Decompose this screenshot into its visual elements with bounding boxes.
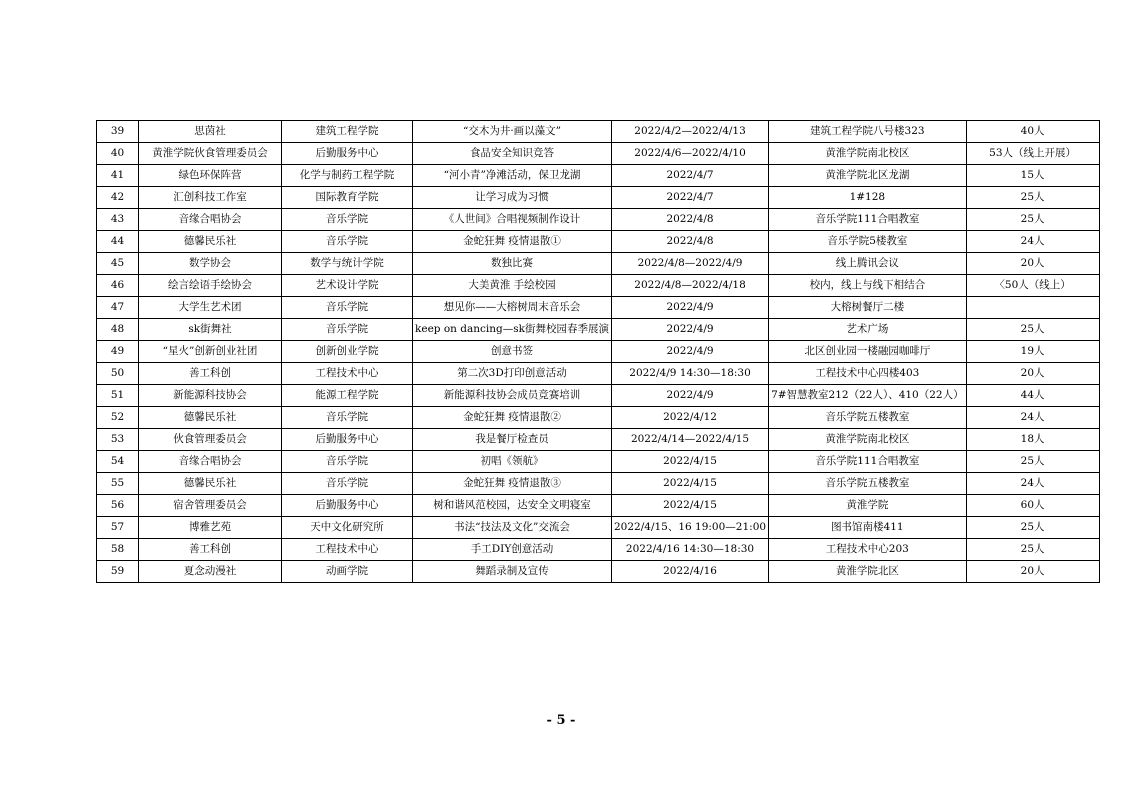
row-number-cell: 55 [97,473,139,495]
participants-cell: 25人 [966,209,1099,231]
club-name-cell: 黄淮学院伙食管理委员会 [139,143,282,165]
row-number-cell: 58 [97,539,139,561]
club-name-cell: 音缘合唱协会 [139,209,282,231]
activity-name-cell: 食品安全知识竞答 [413,143,612,165]
table-row [97,429,1100,451]
department-cell: 音乐学院 [282,209,413,231]
location-cell: 音乐学院111合唱教室 [769,451,967,473]
activity-name-cell: 金蛇狂舞 疫情退散③ [413,473,612,495]
department-cell: 艺术设计学院 [282,275,413,297]
location-cell: 北区创业园一楼融园咖啡厅 [769,341,967,363]
table-row [97,319,1100,341]
location-cell: 图书馆南楼411 [769,517,967,539]
club-name-cell: “星火”创新创业社团 [139,341,282,363]
row-number-cell: 51 [97,385,139,407]
date-cell: 2022/4/9 14:30—18:30 [612,363,769,385]
department-cell: 音乐学院 [282,473,413,495]
participants-cell: 18人 [966,429,1099,451]
table-row [97,561,1100,583]
participants-cell: 24人 [966,231,1099,253]
participants-cell: 25人 [966,187,1099,209]
table-row [97,407,1100,429]
location-cell: 校内，线上与线下相结合 [769,275,967,297]
date-cell: 2022/4/14—2022/4/15 [612,429,769,451]
participants-cell: 25人 [966,517,1099,539]
participants-cell: 24人 [966,473,1099,495]
location-cell: 音乐学院5楼教室 [769,231,967,253]
row-number-cell: 52 [97,407,139,429]
table-row [97,231,1100,253]
row-number-cell: 39 [97,121,139,143]
table-row [97,187,1100,209]
participants-cell: 44人 [966,385,1099,407]
location-cell: 黄淮学院北区 [769,561,967,583]
table-row [97,517,1100,539]
participants-cell: 25人 [966,451,1099,473]
row-number-cell: 48 [97,319,139,341]
row-number-cell: 47 [97,297,139,319]
table-row [97,539,1100,561]
date-cell: 2022/4/8 [612,209,769,231]
row-number-cell: 41 [97,165,139,187]
department-cell: 建筑工程学院 [282,121,413,143]
activity-name-cell: 书法“技法及文化”交流会 [413,517,612,539]
location-cell: 工程技术中心203 [769,539,967,561]
table-row [97,341,1100,363]
date-cell: 2022/4/9 [612,297,769,319]
table-row [97,495,1100,517]
location-cell: 黄淮学院 [769,495,967,517]
date-cell: 2022/4/2—2022/4/13 [612,121,769,143]
activity-name-cell: 金蛇狂舞 疫情退散① [413,231,612,253]
row-number-cell: 45 [97,253,139,275]
activity-name-cell: 让学习成为习惯 [413,187,612,209]
activity-name-cell: 树和谐风范校园，达安全文明寝室 [413,495,612,517]
location-cell: 黄淮学院北区龙湖 [769,165,967,187]
table-row [97,275,1100,297]
department-cell: 创新创业学院 [282,341,413,363]
club-name-cell: 善工科创 [139,539,282,561]
row-number-cell: 46 [97,275,139,297]
department-cell: 工程技术中心 [282,363,413,385]
activity-name-cell: “交木为井·画以藻文” [413,121,612,143]
row-number-cell: 43 [97,209,139,231]
participants-cell: 40人 [966,121,1099,143]
department-cell: 音乐学院 [282,451,413,473]
participants-cell: 19人 [966,341,1099,363]
department-cell: 数学与统计学院 [282,253,413,275]
location-cell: 黄淮学院南北校区 [769,143,967,165]
department-cell: 化学与制药工程学院 [282,165,413,187]
table-row [97,363,1100,385]
club-name-cell: 思茵社 [139,121,282,143]
location-cell: 音乐学院五楼教室 [769,407,967,429]
participants-cell: 24人 [966,407,1099,429]
table-row [97,121,1100,143]
table-row [97,253,1100,275]
row-number-cell: 50 [97,363,139,385]
activity-name-cell: 想见你——大榕树周末音乐会 [413,297,612,319]
location-cell: 7#智慧教室212（22人）、410（22人） [769,385,967,407]
table-row [97,297,1100,319]
activity-name-cell: 《人世间》合唱视频制作设计 [413,209,612,231]
date-cell: 2022/4/9 [612,341,769,363]
activity-name-cell: 第二次3D打印创意活动 [413,363,612,385]
table-row [97,385,1100,407]
date-cell: 2022/4/8 [612,231,769,253]
date-cell: 2022/4/7 [612,187,769,209]
activity-name-cell: 手工DIY创意活动 [413,539,612,561]
row-number-cell: 57 [97,517,139,539]
date-cell: 2022/4/8—2022/4/9 [612,253,769,275]
activity-name-cell: 创意书签 [413,341,612,363]
location-cell: 1#128 [769,187,967,209]
activity-name-cell: 初唱《领航》 [413,451,612,473]
club-name-cell: sk街舞社 [139,319,282,341]
department-cell: 动画学院 [282,561,413,583]
table-row [97,451,1100,473]
date-cell: 2022/4/15、16 19:00—21:00 [612,517,769,539]
participants-cell: 20人 [966,561,1099,583]
date-cell: 2022/4/9 [612,319,769,341]
date-cell: 2022/4/6—2022/4/10 [612,143,769,165]
location-cell: 线上腾讯会议 [769,253,967,275]
date-cell: 2022/4/9 [612,385,769,407]
location-cell: 音乐学院111合唱教室 [769,209,967,231]
location-cell: 艺术广场 [769,319,967,341]
row-number-cell: 40 [97,143,139,165]
club-name-cell: 汇创科技工作室 [139,187,282,209]
department-cell: 国际教育学院 [282,187,413,209]
club-name-cell: 德馨民乐社 [139,231,282,253]
club-name-cell: 数学协会 [139,253,282,275]
activity-name-cell: 舞蹈录制及宣传 [413,561,612,583]
date-cell: 2022/4/7 [612,165,769,187]
activity-table [96,120,1100,583]
department-cell: 天中文化研究所 [282,517,413,539]
club-name-cell: 大学生艺术团 [139,297,282,319]
activity-table-container [96,120,1100,583]
department-cell: 音乐学院 [282,231,413,253]
club-name-cell: 德馨民乐社 [139,473,282,495]
club-name-cell: 伙食管理委员会 [139,429,282,451]
row-number-cell: 44 [97,231,139,253]
department-cell: 后勤服务中心 [282,143,413,165]
activity-name-cell: 新能源科技协会成员竞赛培训 [413,385,612,407]
department-cell: 后勤服务中心 [282,429,413,451]
participants-cell [966,297,1099,319]
activity-name-cell: 大美黄淮 手绘校园 [413,275,612,297]
activity-name-cell: keep on dancing—sk街舞校园春季展演 [413,319,612,341]
participants-cell: 20人 [966,363,1099,385]
row-number-cell: 54 [97,451,139,473]
department-cell: 音乐学院 [282,407,413,429]
location-cell: 黄淮学院南北校区 [769,429,967,451]
date-cell: 2022/4/8—2022/4/18 [612,275,769,297]
club-name-cell: 夏念动漫社 [139,561,282,583]
table-row [97,473,1100,495]
date-cell: 2022/4/15 [612,473,769,495]
department-cell: 能源工程学院 [282,385,413,407]
date-cell: 2022/4/15 [612,495,769,517]
location-cell: 音乐学院五楼教室 [769,473,967,495]
participants-cell: 53人（线上开展） [966,143,1099,165]
location-cell: 大榕树餐厅二楼 [769,297,967,319]
activity-name-cell: 我是餐厅检查员 [413,429,612,451]
club-name-cell: 音缘合唱协会 [139,451,282,473]
location-cell: 工程技术中心四楼403 [769,363,967,385]
club-name-cell: 绘言绘语手绘协会 [139,275,282,297]
club-name-cell: 绿色环保阵营 [139,165,282,187]
table-row [97,165,1100,187]
participants-cell: 20人 [966,253,1099,275]
table-row [97,143,1100,165]
department-cell: 后勤服务中心 [282,495,413,517]
participants-cell: 〈50人（线上） [966,275,1099,297]
row-number-cell: 49 [97,341,139,363]
participants-cell: 15人 [966,165,1099,187]
page-number: - 5 - [546,713,576,728]
row-number-cell: 42 [97,187,139,209]
date-cell: 2022/4/15 [612,451,769,473]
activity-name-cell: 数独比赛 [413,253,612,275]
table-row [97,209,1100,231]
club-name-cell: 博雅艺苑 [139,517,282,539]
club-name-cell: 宿舍管理委员会 [139,495,282,517]
club-name-cell: 善工科创 [139,363,282,385]
date-cell: 2022/4/16 [612,561,769,583]
club-name-cell: 新能源科技协会 [139,385,282,407]
row-number-cell: 53 [97,429,139,451]
row-number-cell: 56 [97,495,139,517]
date-cell: 2022/4/16 14:30—18:30 [612,539,769,561]
department-cell: 工程技术中心 [282,539,413,561]
row-number-cell: 59 [97,561,139,583]
table-body [97,121,1100,583]
club-name-cell: 德馨民乐社 [139,407,282,429]
activity-name-cell: 金蛇狂舞 疫情退散② [413,407,612,429]
participants-cell: 60人 [966,495,1099,517]
date-cell: 2022/4/12 [612,407,769,429]
department-cell: 音乐学院 [282,297,413,319]
location-cell: 建筑工程学院八号楼323 [769,121,967,143]
participants-cell: 25人 [966,319,1099,341]
activity-name-cell: “河小青”净滩活动，保卫龙湖 [413,165,612,187]
department-cell: 音乐学院 [282,319,413,341]
participants-cell: 25人 [966,539,1099,561]
